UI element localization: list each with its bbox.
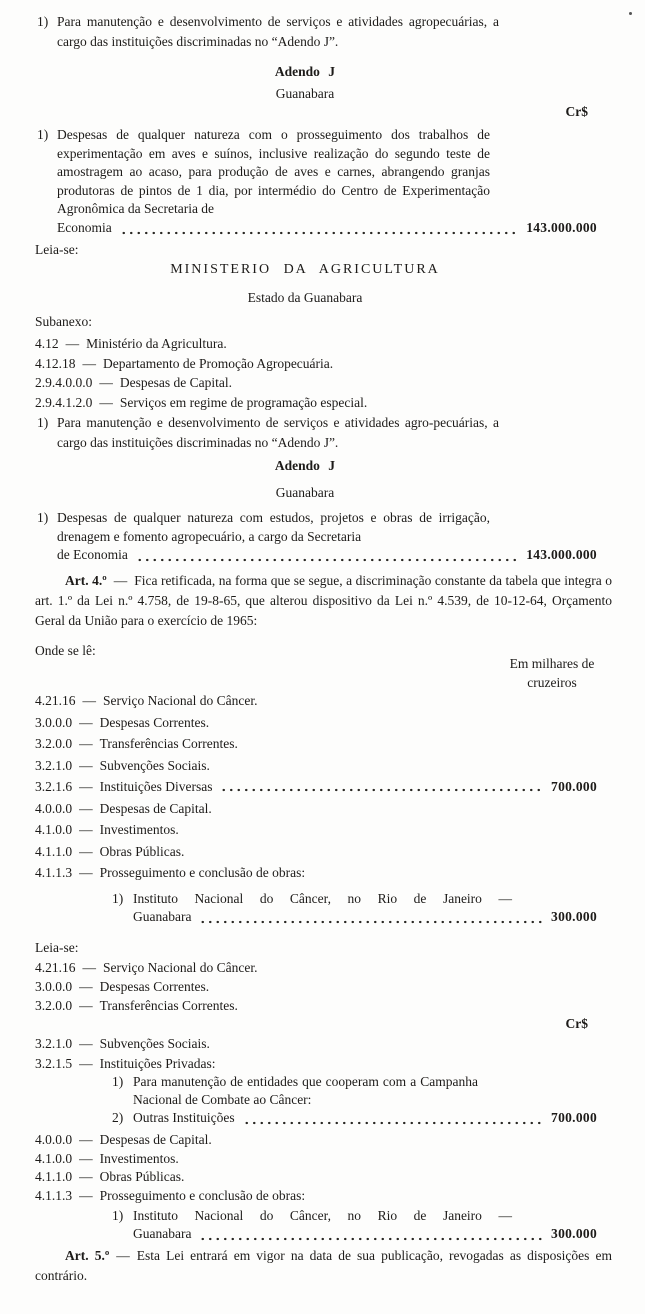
code-line: [35, 980, 597, 994]
amount-value: 143.000.000: [526, 547, 597, 562]
dash-separator: —: [79, 736, 93, 751]
code-label: Despesas de Capital.: [119, 375, 232, 390]
code-number: 4.1.1.3: [35, 1187, 73, 1203]
dash-separator: —: [82, 355, 96, 371]
unit-note-line2: cruzeiros: [527, 675, 577, 690]
code-number: 4.1.0.0: [35, 1150, 73, 1166]
dash-separator: —: [79, 865, 93, 880]
leia-se-list-a: [35, 961, 597, 1018]
leader-label: de Economia: [57, 547, 128, 562]
code-number: 3.2.1.0: [35, 1036, 73, 1051]
code-label: Obras Públicas.: [99, 843, 185, 859]
code-line: [35, 376, 610, 390]
code-number: 4.1.0.0: [35, 822, 73, 837]
code-number: 4.0.0.0: [35, 1132, 73, 1147]
code-label: Ministério da Agricultura.: [86, 336, 227, 351]
guanabara-heading-2: Guanabara: [275, 485, 335, 500]
item-despesas-aves: [37, 126, 597, 237]
dot-leader: [120, 224, 518, 235]
code-label: Departamento de Promoção Agropecuária.: [103, 355, 334, 371]
item-manutencao-servicos: [37, 12, 597, 52]
amount-value: 143.000.000: [526, 219, 597, 235]
dash-separator: —: [79, 714, 93, 730]
amount-value: 300.000: [551, 909, 597, 924]
dash-separator: —: [99, 375, 113, 390]
item-marker: 1): [112, 1074, 124, 1089]
code-number: 4.1.1.3: [35, 865, 73, 880]
unit-note: [492, 654, 612, 692]
article-5-label: Art. 5.º: [65, 1248, 110, 1263]
article-4-text: Fica retificada, na forma que se segue, a discriminação constante da tabela que integra o art. 1.º da Lei n.º 4.758, de 19-8-65, que alterou dispositivo da Lei n.º 4.539, de 10-12-64, Orçamento Geral da União para o exercício de 1965:: [35, 573, 612, 628]
code-number: 4.0.0.0: [35, 800, 73, 816]
nested-group-privadas: [112, 1073, 597, 1127]
code-number: 4.21.16: [35, 960, 76, 975]
code-line: [35, 1170, 597, 1184]
item-despesas-estudos: [37, 509, 597, 564]
leia-se-list-b: [35, 1037, 597, 1076]
code-number: 3.2.0.0: [35, 998, 73, 1013]
code-line: [35, 823, 597, 837]
dash-separator: —: [79, 800, 93, 816]
currency-header-1: Cr$: [565, 104, 588, 119]
leia-se-label-2: Leia-se:: [35, 940, 79, 955]
adendo-j-heading-1: Adendo J: [274, 64, 336, 79]
code-number: 2.9.4.0.0.0: [35, 375, 93, 390]
code-line: [35, 1152, 597, 1166]
code-label: Transferências Correntes.: [99, 998, 238, 1013]
ministry-subtitle: Estado da Guanabara: [247, 290, 363, 305]
dash-separator: —: [79, 1132, 93, 1147]
dash-separator: —: [79, 1187, 93, 1203]
code-label: Instituições Diversas: [99, 779, 213, 794]
code-label: Serviço Nacional do Câncer.: [103, 693, 258, 708]
code-label: Subvenções Sociais.: [99, 1036, 210, 1051]
code-line: [35, 759, 597, 773]
onde-se-le-label: Onde se lê:: [35, 643, 96, 658]
code-line: [35, 866, 597, 880]
code-label: Instituições Privadas:: [99, 1055, 216, 1071]
code-label: Despesas de Capital.: [99, 800, 212, 816]
code-number: 3.0.0.0: [35, 979, 73, 994]
dash-separator: —: [79, 998, 93, 1013]
leia-se-list-c: [35, 1133, 597, 1207]
amount-value: 700.000: [551, 1110, 597, 1125]
article-4-label: Art. 4.º: [65, 573, 107, 588]
dot-leader: [243, 1114, 543, 1125]
nested-item-instituto-cancer-leia: [112, 1207, 597, 1243]
dash-separator: —: [116, 1248, 130, 1263]
item-marker: 1): [37, 14, 49, 29]
dash-separator: —: [65, 336, 80, 351]
leader-row: [133, 1109, 597, 1127]
onde-se-le-list: [35, 694, 597, 888]
code-number: 3.2.1.5: [35, 1055, 73, 1071]
dash-separator: —: [79, 1169, 93, 1184]
code-label: Despesas de Capital.: [99, 1132, 212, 1147]
code-label: Transferências Correntes.: [99, 736, 238, 751]
item-marker: 2): [112, 1110, 124, 1125]
code-line: [35, 694, 597, 708]
code-line: [35, 1189, 597, 1203]
dot-leader: [136, 551, 518, 562]
code-number: 2.9.4.1.2.0: [35, 394, 93, 410]
nested-item-outras: [112, 1109, 597, 1127]
code-line: [35, 357, 610, 371]
code-number: 3.0.0.0: [35, 714, 73, 730]
dash-separator: —: [79, 843, 93, 859]
ministry-title: MINISTERIO DA AGRICULTURA: [170, 262, 440, 277]
guanabara-heading-1: Guanabara: [275, 86, 335, 101]
code-label: Serviços em regime de programação especial.: [119, 394, 368, 410]
code-number: 4.21.16: [35, 693, 76, 708]
dot-leader: [199, 1230, 543, 1241]
code-line: [35, 961, 597, 975]
amount-value: 300.000: [551, 1226, 597, 1241]
article-5-text: Esta Lei entrará em vigor na data de sua publicação, revogadas as disposições em contrário.: [35, 1248, 612, 1283]
dash-separator: —: [79, 779, 93, 794]
code-number: 3.2.1.0: [35, 757, 73, 773]
subanexo-label: Subanexo:: [35, 314, 92, 329]
code-label: Prosseguimento e conclusão de obras:: [99, 1187, 306, 1203]
article-5: [35, 1246, 612, 1286]
code-label: Investimentos.: [99, 1150, 179, 1166]
item-text: Para manutenção e desenvolvimento de serviços e atividades agropecuárias, a cargo das instituições discriminadas no “Adendo J”.: [57, 14, 499, 49]
code-label: Subvenções Sociais.: [99, 757, 210, 773]
item-manutencao-servicos-2: [37, 413, 597, 453]
item-marker: 1): [37, 415, 49, 430]
code-line: [35, 802, 597, 816]
leader-row: [133, 908, 597, 926]
unit-note-line1: Em milhares de: [509, 656, 595, 671]
leader-label: Guanabara: [133, 909, 192, 924]
item-text: Para manutenção e desenvolvimento de serviços e atividades agro-pecuárias, a cargo das instituições discriminadas no “Adendo J”.: [57, 415, 499, 450]
leia-se-label-1: Leia-se:: [35, 242, 79, 257]
code-label: Obras Públicas.: [99, 1169, 185, 1184]
leader-row: [133, 1225, 597, 1243]
item-marker: 1): [112, 891, 124, 906]
code-label: Investimentos.: [99, 822, 179, 837]
code-number: 4.1.1.0: [35, 1169, 73, 1184]
code-number: 4.12.18: [35, 355, 76, 371]
dash-separator: —: [82, 693, 96, 708]
dash-separator: —: [79, 757, 93, 773]
code-number: 4.12: [35, 336, 59, 351]
code-label: Despesas Correntes.: [99, 979, 210, 994]
item-marker: 1): [37, 510, 49, 525]
dot-leader: [199, 913, 543, 924]
dash-separator: —: [79, 822, 93, 837]
code-line: [35, 737, 597, 751]
dash-separator: —: [79, 1036, 93, 1051]
nested-item-instituto-cancer-onde: [112, 890, 597, 926]
leader-label: Guanabara: [133, 1226, 192, 1241]
article-4: [35, 571, 612, 631]
leader-label: Outras Instituições: [133, 1110, 235, 1125]
nested-item-campanha: [112, 1073, 597, 1109]
leader-row: [57, 546, 597, 564]
code-line: [35, 1057, 597, 1071]
currency-header-2: Cr$: [565, 1016, 588, 1031]
leader-label: Economia: [57, 219, 112, 235]
item-text: Para manutenção de entidades que cooperam com a Campanha Nacional de Combate ao Câncer:: [133, 1074, 478, 1107]
item-marker: 1): [112, 1208, 124, 1223]
leader-row: [57, 219, 597, 237]
item-text: Instituto Nacional do Câncer, no Rio de Janeiro —: [133, 891, 512, 906]
dash-separator: —: [79, 1055, 93, 1071]
dot-leader: [220, 781, 543, 792]
code-number: 3.2.1.6: [35, 779, 73, 794]
code-number: 3.2.0.0: [35, 736, 73, 751]
code-line: [35, 396, 610, 410]
code-number: 4.1.1.0: [35, 843, 73, 859]
item-text: Despesas de qualquer natureza com o prosseguimento dos trabalhos de experimentação em aves e suínos, inclusive realização do segundo teste de amostragem ao acaso, para produção de aves e carnes, abrangendo granjas produtoras de pintos de 1 dia, por intermédio do Centro de Experimentação Agronômica da Secretaria de: [57, 127, 490, 216]
code-line: [35, 999, 597, 1013]
dash-separator: —: [82, 960, 96, 975]
code-line: [35, 1037, 597, 1051]
amount-value: 700.000: [551, 779, 597, 794]
adendo-j-heading-2: Adendo J: [274, 458, 336, 473]
item-text: Instituto Nacional do Câncer, no Rio de Janeiro —: [133, 1208, 512, 1223]
code-label: Despesas Correntes.: [99, 714, 210, 730]
code-line: [35, 1133, 597, 1147]
scan-speck: [629, 12, 632, 15]
dash-separator: —: [113, 573, 128, 588]
code-label: Prosseguimento e conclusão de obras:: [99, 865, 306, 880]
code-line: [35, 845, 597, 859]
item-marker: 1): [37, 127, 49, 142]
dash-separator: —: [79, 1150, 93, 1166]
code-line: [35, 716, 597, 730]
dash-separator: —: [99, 394, 113, 410]
code-label: Serviço Nacional do Câncer.: [103, 960, 258, 975]
code-line-with-amount: [35, 780, 597, 794]
subanexo-list: [35, 337, 610, 415]
item-text: Despesas de qualquer natureza com estudos, projetos e obras de irrigação, drenagem e fomento agropecuário, a cargo da Secretaria: [57, 510, 490, 544]
dash-separator: —: [79, 979, 93, 994]
code-line: [35, 337, 610, 351]
